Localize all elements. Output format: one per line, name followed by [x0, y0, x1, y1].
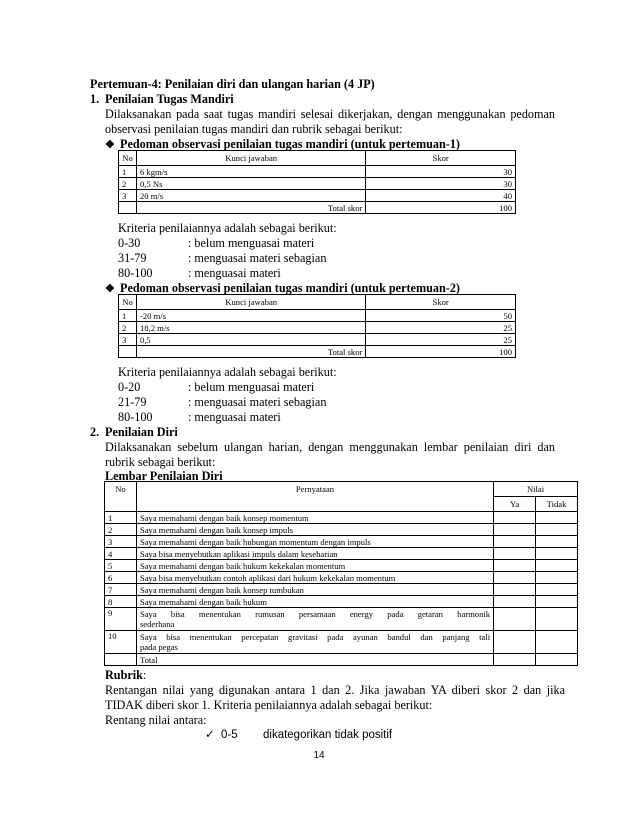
row-statement: Saya memahami dengan baik hukum kekekalan momentum [136, 560, 493, 572]
criteria-item [118, 236, 418, 251]
criteria-range: 80-100 [118, 266, 153, 280]
no-cell[interactable] [536, 596, 578, 608]
row-statement: Saya memahami dengan baik konsep impuls [136, 524, 493, 536]
row-no: 4 [105, 548, 137, 560]
no-cell[interactable] [536, 560, 578, 572]
yes-cell[interactable] [494, 572, 536, 584]
criteria-range: 31-79 [118, 251, 147, 265]
yes-cell[interactable] [494, 584, 536, 596]
criteria-item [118, 410, 418, 425]
row-key: 0,5 Ns [136, 178, 365, 190]
row-statement: Saya memahami dengan baik hubungan momentum dengan impuls [136, 536, 493, 548]
total-row [119, 346, 516, 358]
criteria-desc: : menguasai materi sebagian [188, 395, 327, 409]
range-intro: Rentang nilai antara: [105, 713, 207, 727]
guide-1-header-score: Skor [366, 151, 516, 166]
table-row [105, 572, 578, 584]
header-statement: Pernyataan [136, 482, 493, 512]
criteria-desc: : belum menguasai materi [188, 236, 315, 250]
guide-2-criteria-intro: Kriteria penilaiannya adalah sebagai berikut: [118, 365, 337, 379]
yes-cell[interactable] [494, 596, 536, 608]
meeting-heading: Pertemuan-4: Penilaian diri dan ulangan harian (4 JP) [90, 77, 375, 91]
guide-2-header-score: Skor [366, 295, 516, 310]
guide-2-table [118, 294, 516, 358]
row-no: 1 [119, 310, 137, 322]
row-key: 6 kgm/s [136, 166, 365, 178]
criteria-desc: : menguasai materi [188, 410, 281, 424]
total-value: 100 [366, 202, 516, 214]
rubric-title: Rubrik [105, 668, 143, 682]
row-no: 5 [105, 560, 137, 572]
criteria-range: 80-100 [118, 410, 153, 424]
row-no: 1 [119, 166, 137, 178]
yes-cell[interactable] [494, 536, 536, 548]
page-number: 14 [313, 750, 325, 761]
table-row [119, 310, 516, 322]
no-cell[interactable] [536, 572, 578, 584]
header-no-answer: Tidak [536, 497, 578, 512]
row-no: 2 [119, 178, 137, 190]
criteria-range: 0-30 [118, 236, 141, 250]
row-statement-line-1: Saya bisa menentukan percepatan gravitasi pada ayunan bandul dan panjang tali [139, 632, 491, 642]
row-no: 1 [105, 512, 137, 524]
table-row [119, 190, 516, 202]
table-row [119, 322, 516, 334]
guide-2-header-no: No [119, 295, 137, 310]
rubric-line-2: TIDAK diberi skor 1. Kriteria penilaiannya adalah sebagai berikut: [105, 698, 433, 712]
row-no: 6 [105, 572, 137, 584]
header-no: No [105, 482, 137, 512]
table-row [105, 584, 578, 596]
total-label: Total skor [136, 202, 365, 214]
row-statement [136, 608, 493, 631]
section-2-title: Penilaian Diri [105, 425, 178, 439]
section-2-paragraph-line-1: Dilaksanakan sebelum ulangan harian, dengan menggunakan lembar penilaian diri dan [105, 440, 555, 454]
header-yes: Ya [494, 497, 536, 512]
row-no: 2 [105, 524, 137, 536]
table-row [105, 560, 578, 572]
criteria-range: 0-20 [118, 380, 141, 394]
row-statement-line-1: Saya bisa menentukan rumusan persamaan energy pada getaran harmonik [139, 609, 491, 619]
row-key: -20 m/s [136, 310, 365, 322]
table-row [105, 548, 578, 560]
check-item [205, 728, 505, 743]
no-total-cell[interactable] [536, 654, 578, 666]
yes-cell[interactable] [494, 548, 536, 560]
row-statement [136, 631, 493, 654]
yes-cell[interactable] [494, 631, 536, 654]
no-cell[interactable] [536, 584, 578, 596]
criteria-item [118, 395, 418, 410]
total-label: Total skor [136, 346, 365, 358]
total-row [105, 654, 578, 666]
yes-total-cell[interactable] [494, 654, 536, 666]
row-score: 50 [366, 310, 516, 322]
row-no: 7 [105, 584, 137, 596]
row-statement-line-2: pada pegas [139, 642, 178, 652]
row-score: 30 [366, 178, 516, 190]
criteria-item [118, 266, 418, 281]
criteria-desc: : menguasai materi sebagian [188, 251, 327, 265]
check-icon: ✓ [205, 729, 215, 741]
rubric-heading [105, 668, 146, 683]
guide-1-title: Pedoman observasi penilaian tugas mandiri (untuk pertemuan-1) [120, 137, 460, 151]
diamond-bullet-icon: ❖ [105, 139, 115, 151]
row-no: 10 [105, 631, 137, 654]
section-1-paragraph-line-2: observasi penilaian tugas mandiri dan rubrik sebagai berikut: [105, 122, 403, 136]
guide-1-criteria-intro: Kriteria penilaiannya adalah sebagai berikut: [118, 221, 337, 235]
yes-cell[interactable] [494, 512, 536, 524]
table-row [105, 536, 578, 548]
yes-cell[interactable] [494, 608, 536, 631]
no-cell[interactable] [536, 608, 578, 631]
no-cell[interactable] [536, 536, 578, 548]
row-no: 2 [119, 322, 137, 334]
row-statement-line-2: sederhana [139, 619, 175, 629]
row-no: 9 [105, 608, 137, 631]
yes-cell[interactable] [494, 524, 536, 536]
guide-1-table [118, 150, 516, 214]
table-row [119, 334, 516, 346]
section-1-title: Penilaian Tugas Mandiri [105, 92, 234, 106]
row-key: 20 m/s [136, 190, 365, 202]
criteria-item [118, 251, 418, 266]
section-1-paragraph-line-1: Dilaksanakan pada saat tugas mandiri selesai dikerjakan, dengan menggunakan pedoman [105, 107, 555, 121]
section-2-paragraph-line-2: rubrik sebagai berikut: [105, 455, 216, 469]
check-item-range: 0-5 [221, 729, 238, 741]
criteria-item [118, 380, 418, 395]
section-1-number: 1. [90, 92, 100, 106]
rubric-line-1: Rentangan nilai yang digunakan antara 1 dan 2. Jika jawaban YA diberi skor 2 dan jika [105, 683, 565, 697]
row-score: 30 [366, 166, 516, 178]
diamond-bullet-icon: ❖ [105, 283, 115, 295]
table-row [105, 608, 578, 631]
row-score: 25 [366, 322, 516, 334]
total-label: Total [136, 654, 493, 666]
row-key: 18,2 m/s [136, 322, 365, 334]
row-no: 3 [119, 334, 137, 346]
table-row [105, 631, 578, 654]
yes-cell[interactable] [494, 560, 536, 572]
no-cell[interactable] [536, 631, 578, 654]
table-row [105, 596, 578, 608]
row-statement: Saya memahami dengan baik konsep tumbukan [136, 584, 493, 596]
section-2-number: 2. [90, 425, 100, 439]
row-no: 3 [119, 190, 137, 202]
total-value: 100 [366, 346, 516, 358]
guide-2-header-key: Kunci jawaban [136, 295, 365, 310]
row-statement: Saya memahami dengan baik konsep momentum [136, 512, 493, 524]
row-statement: Saya memahami dengan baik hukum [136, 596, 493, 608]
table-row [119, 178, 516, 190]
criteria-desc: : belum menguasai materi [188, 380, 315, 394]
row-no: 8 [105, 596, 137, 608]
table-row [119, 166, 516, 178]
criteria-desc: : menguasai materi [188, 266, 281, 280]
table-row [105, 524, 578, 536]
row-statement: Saya bisa menyebutkan aplikasi impuls dalam keseharian [136, 548, 493, 560]
no-cell[interactable] [536, 512, 578, 524]
criteria-range: 21-79 [118, 395, 147, 409]
guide-2-title: Pedoman observasi penilaian tugas mandiri (untuk pertemuan-2) [120, 281, 460, 295]
no-cell[interactable] [536, 548, 578, 560]
guide-1-header-key: Kunci jawaban [136, 151, 365, 166]
row-no: 3 [105, 536, 137, 548]
guide-1-header-no: No [119, 151, 137, 166]
row-score: 25 [366, 334, 516, 346]
header-value: Nilai [494, 482, 578, 497]
table-row [105, 512, 578, 524]
row-score: 40 [366, 190, 516, 202]
row-statement: Saya bisa menyebutkan contoh aplikasi dari hukum kekekalan momentum [136, 572, 493, 584]
self-assessment-sheet-title: Lembar Penilaian Diri [105, 469, 223, 483]
total-row [119, 202, 516, 214]
self-assessment-table [104, 481, 578, 666]
rubric-colon: : [142, 668, 147, 682]
no-cell[interactable] [536, 524, 578, 536]
row-key: 0,5 [136, 334, 365, 346]
check-item-desc: dikategorikan tidak positif [263, 729, 393, 741]
